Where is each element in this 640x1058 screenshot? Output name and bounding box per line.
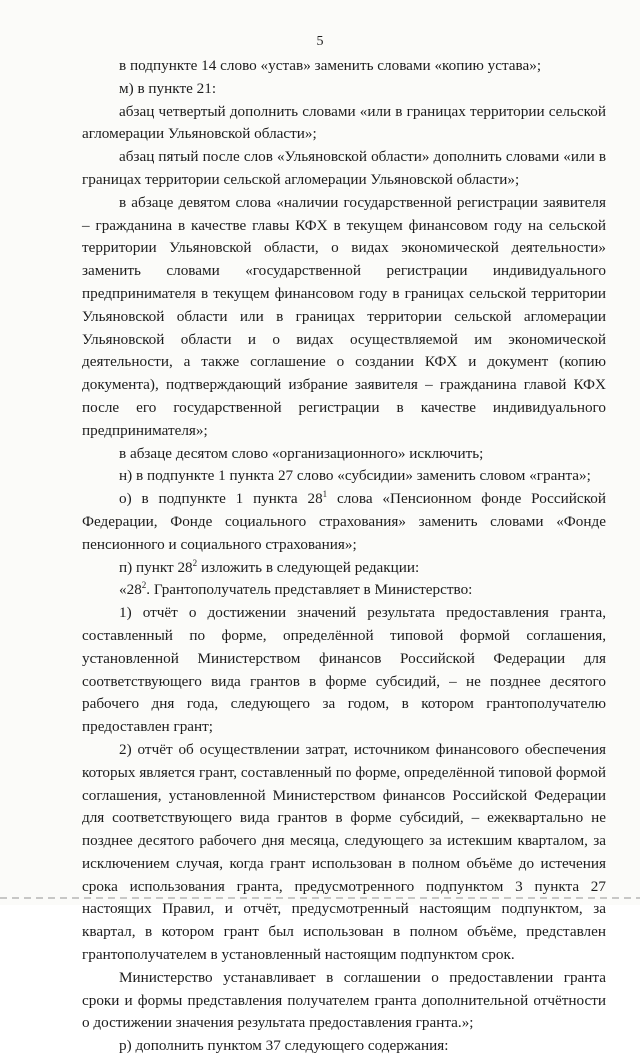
superscript: 2	[141, 580, 147, 591]
paragraph: р) дополнить пунктом 37 следующего содержания:	[119, 1037, 449, 1055]
paragraph: абзац четвертый дополнить словами «или в границах территории сельской агломерации Ульяновской области»;	[82, 102, 606, 143]
paragraph: абзац пятый после слов «Ульяновской области» дополнить словами «или в границах территории сельской агломерации Ульяновской области»;	[82, 148, 606, 188]
paragraph: н) в подпункте 1 пункта 27 слово «субсидии» заменить словом «гранта»;	[119, 467, 591, 485]
paragraph-text: слова «Пенсионном фонде Российской Федерации, Фонде социального страхования» заменить словами «Фонде пенсионного и социального страхования»;	[82, 490, 606, 553]
paragraph: в абзаце десятом слово «организационного» исключить;	[119, 444, 484, 462]
document-body	[82, 55, 606, 1058]
paragraph-text: «28	[119, 581, 142, 599]
superscript: 2	[192, 557, 198, 568]
paragraph-text: изложить в следующей редакции:	[197, 558, 420, 576]
paragraph-text: п) пункт 28	[119, 558, 193, 576]
paragraph: 1) отчёт о достижении значений результата предоставления гранта, составленный по форме, определённой типовой формой соглашения, установленной Министерством финансов Российской Федерации для соответствующего вида грантов в форме субсидий, – не позднее десятого рабочего дня года, следующего за годом, в котором грантополучателю предоставлен грант;	[82, 604, 606, 736]
scan-edge-artifact	[0, 897, 640, 899]
paragraph: 2) отчёт об осуществлении затрат, источником финансового обеспечения которых является грант, составленный по форме, определённой типовой формой соглашения, установленной Министерством финансов Российской Федерации для соответствующего вида грантов в форме субсидий, – ежеквартально не позднее десятого рабочего дня месяца, следующего за истекшим кварталом, за исключением случая, когда грант использован в полном объёме до истечения срока использования гранта, предусмотренного подпунктом 3 пункта 27 настоящих Правил, и отчёт, предусмотренный настоящим подпунктом, за квартал, в котором грант был использован в полном объёме, представлен грантополучателем в установленный настоящим подпунктом срок.	[82, 740, 606, 964]
paragraph	[82, 557, 606, 580]
paragraph: в подпункте 14 слово «устав» заменить словами «копию устава»;	[119, 57, 542, 74]
page-number: 5	[316, 34, 324, 49]
paragraph	[82, 579, 606, 602]
paragraph-text: . Грантополучатель представляет в Министерство:	[146, 581, 473, 599]
paragraph: в абзаце девятом слова «наличии государственной регистрации заявителя – гражданина в качестве главы КФХ в текущем финансовом году на сельской территории Ульяновской области, о видах экономической деятельности» заменить словами «государственной регистрации индивидуального предпринимателя в текущем финансовом году в границах сельской территории Ульяновской области или в границах территории сельской агломерации Ульяновской области и о видах осуществляемой им экономической деятельности, а также соглашение о создании КФХ и документ (копию документа), подтверждающий избрание заявителя – гражданина главой КФХ после его государственной регистрации в качестве индивидуального предпринимателя»;	[82, 193, 606, 439]
paragraph: Министерство устанавливает в соглашении о предоставлении гранта сроки и формы представления получателем гранта дополнительной отчётности о достижении значения результата предоставления гранта.»;	[82, 968, 606, 1032]
paragraph: м) в пункте 21:	[119, 79, 217, 97]
superscript: 1	[322, 489, 328, 500]
paragraph-text: о) в подпункте 1 пункта 28	[119, 490, 323, 508]
paragraph	[82, 488, 606, 556]
